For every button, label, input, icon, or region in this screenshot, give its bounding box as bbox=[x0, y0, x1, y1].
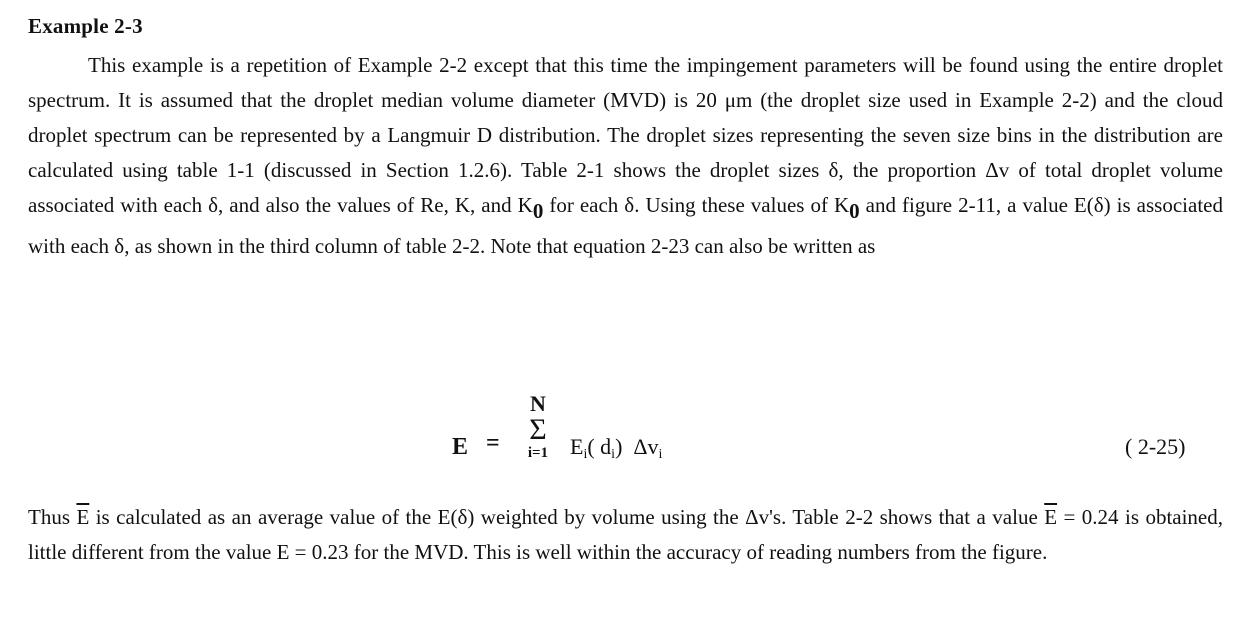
equation-lhs: E bbox=[452, 434, 469, 460]
volume-fraction-subscript: i bbox=[658, 447, 663, 462]
volume-fraction-term: Δv bbox=[633, 434, 659, 459]
paragraph-intro bbox=[28, 48, 1223, 264]
diameter-open: ( d bbox=[587, 434, 612, 459]
para1-text-2: for each δ. Using these values of K bbox=[543, 193, 850, 217]
para1-text-1: This example is a repetition of Example 2-2 except that this time the impingement parameters will be found using the entire droplet spectrum. It is assumed that the droplet median volume diameter (MVD) is 20 μm (the droplet size used in Example 2-2) and the cloud droplet spectrum can be represented by a Langmuir D distribution. The droplet sizes representing the seven size bins in the distribution are calculated using table 1-1 (discussed in Section 1.2.6). Table 2-1 shows the droplet sizes δ, the proportion Δv of total droplet volume associated with each δ, and also the values of Re, K, and K bbox=[28, 53, 1223, 217]
paragraph-conclusion bbox=[28, 500, 1223, 570]
equation-equals: = bbox=[486, 430, 500, 456]
summation-lower-limit: i=1 bbox=[527, 445, 549, 461]
para2-text-1: Thus bbox=[28, 505, 77, 529]
diameter-close: ) bbox=[615, 434, 623, 459]
k0-subscript-2: 0 bbox=[849, 199, 860, 223]
k0-subscript: 0 bbox=[532, 199, 544, 223]
para1-text-3: and figure 2-11, a value E(δ) is associated with each δ, as shown in the third column of table 2-2. Note that equation 2-23 can also be written as bbox=[28, 193, 1223, 258]
equation-body bbox=[570, 434, 662, 463]
equation-2-25 bbox=[0, 392, 1245, 482]
efficiency-term-subscript: i bbox=[583, 447, 588, 462]
summation-symbol: Σ bbox=[529, 413, 547, 446]
summation-upper-limit: N bbox=[530, 391, 546, 416]
para2-text-2: is calculated as an average value of the E(δ) weighted by volume using the Δv's. Table 2-2 shows that a value bbox=[89, 505, 1045, 529]
para2-text-3: = 0.24 is obtained, little different from the value E = 0.23 for the MVD. This is well within the accuracy of reading numbers from the figure. bbox=[28, 505, 1224, 564]
equation-number: ( 2-25) bbox=[1125, 434, 1186, 459]
efficiency-term: E bbox=[570, 434, 584, 459]
e-bar-symbol-2: $\overline{E}$ bbox=[1044, 505, 1058, 529]
e-bar-symbol: $\overline{E}$ bbox=[76, 505, 90, 529]
diameter-subscript: i bbox=[611, 447, 616, 462]
example-heading: Example 2-3 bbox=[28, 14, 143, 38]
summation bbox=[516, 392, 560, 462]
